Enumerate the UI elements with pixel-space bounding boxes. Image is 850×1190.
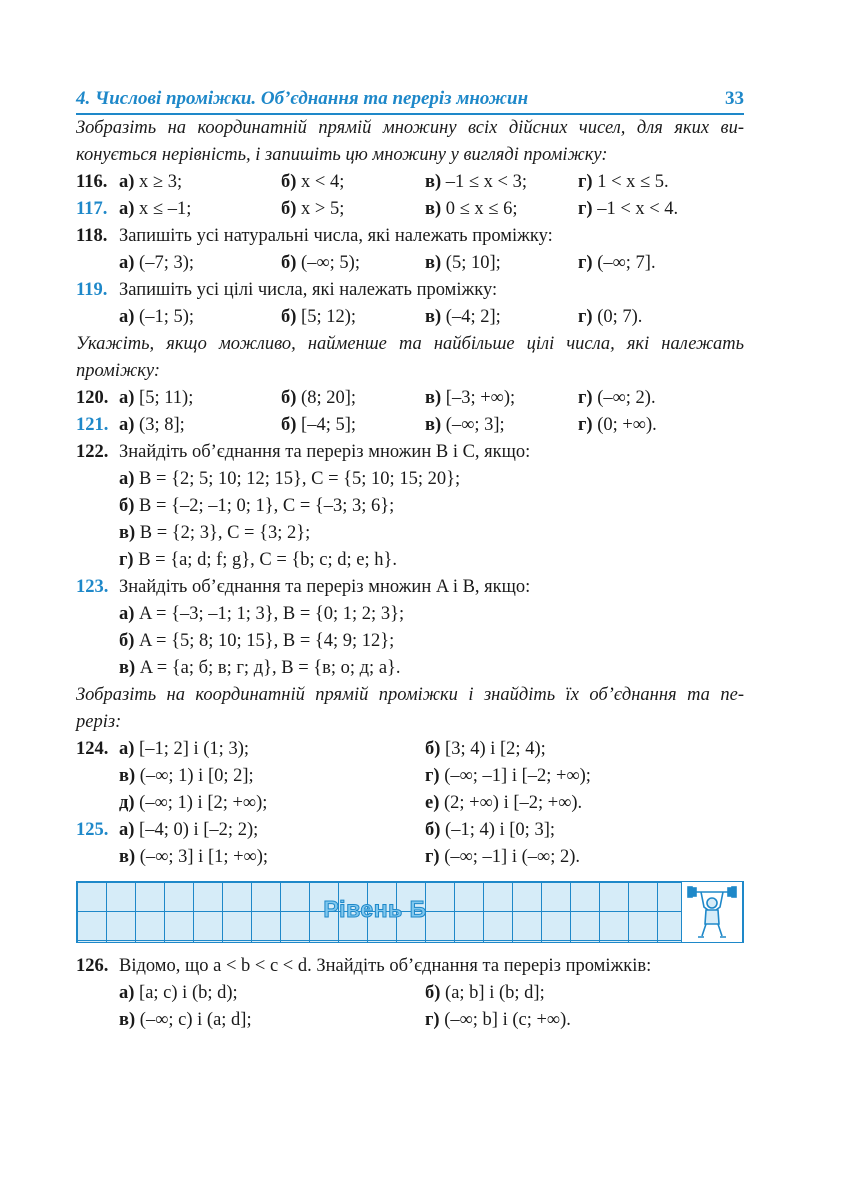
- problem-124-row: д) (–∞; 1) і [2; +∞); е) (2; +∞) і [–2; +∞).: [119, 793, 583, 813]
- option-b: б) (–∞; 5);: [281, 253, 360, 273]
- problem-125: 125. а) [–4; 0) і [–2; 2); б) (–1; 4) і [0; 3];: [76, 817, 744, 844]
- problem-number: 122.: [76, 442, 109, 462]
- option-g: г) (–∞; 2).: [578, 388, 656, 408]
- problem-116: [76, 169, 744, 196]
- instruction-line: проміжку:: [76, 361, 160, 381]
- problem-126-row: в) (–∞; c) і (a; d]; г) (–∞; b] і (c; +∞).: [119, 1010, 571, 1030]
- problem-text: Знайдіть об’єднання та переріз множин B і C, якщо:: [119, 442, 531, 462]
- problem-123-item: в) A = {а; б; в; г; д}, B = {в; о; д; а}.: [119, 658, 401, 678]
- problem-text: Запишіть усі натуральні числа, які належать проміжку:: [119, 226, 553, 246]
- problem-text: Запишіть усі цілі числа, які належать проміжку:: [119, 280, 498, 300]
- problem-119-options: [76, 304, 744, 331]
- problem-118-options: [76, 250, 744, 277]
- problem-number: 118.: [76, 226, 108, 246]
- instruction-line: конується нерівність, і запишіть цю множину у вигляді проміжку:: [76, 145, 608, 165]
- problem-text: Відомо, що a < b < c < d. Знайдіть об’єднання та переріз проміжків:: [119, 956, 652, 976]
- problem-number: 124.: [76, 739, 109, 759]
- problem-118: [76, 223, 744, 250]
- instruction-line: Зобразіть на координатній прямій проміжки і знайдіть їх об’єднання та пе-: [76, 685, 744, 705]
- problem-126: [76, 953, 744, 980]
- level-title: Рівень Б: [323, 896, 427, 922]
- option-a: а) (3; 8];: [119, 415, 185, 435]
- problem-number: 123.: [76, 577, 109, 597]
- option-b: б) [–4; 5];: [281, 415, 357, 435]
- problem-number: 119.: [76, 280, 108, 300]
- option-b: б) x > 5;: [281, 199, 345, 219]
- problem-122-item: в) B = {2; 3}, C = {3; 2};: [119, 523, 311, 543]
- option-v: в) (–4; 2];: [425, 307, 501, 327]
- problem-122-item: г) B = {a; d; f; g}, C = {b; c; d; e; h}.: [119, 550, 398, 570]
- problem-124: 124. а) [–1; 2] і (1; 3); б) [3; 4) і [2; 4);: [76, 736, 744, 763]
- page-number: 33: [725, 88, 744, 109]
- option-b: б) (8; 20];: [281, 388, 357, 408]
- problem-126-row: а) [a; c) і (b; d); б) (a; b] і (b; d];: [119, 983, 545, 1003]
- problem-125-row: в) (–∞; 3] і [1; +∞); г) (–∞; –1] і (–∞; 2).: [119, 847, 581, 867]
- problem-number: 120.: [76, 388, 109, 408]
- problem-123: [76, 574, 744, 601]
- option-b: б) x < 4;: [281, 172, 345, 192]
- problem-number: 126.: [76, 956, 109, 976]
- problem-122: [76, 439, 744, 466]
- problem-number: 125.: [76, 820, 109, 840]
- problem-number: 116.: [76, 172, 108, 192]
- problem-122-item: б) B = {–2; –1; 0; 1}, C = {–3; 3; 6};: [119, 496, 395, 516]
- option-v: в) (–∞; 3];: [425, 415, 505, 435]
- option-v: в) [–3; +∞);: [425, 388, 516, 408]
- option-a: а) x ≥ 3;: [119, 172, 183, 192]
- weightlifter-icon: [681, 881, 743, 943]
- option-b: б) [5; 12);: [281, 307, 357, 327]
- problem-122-item: а) B = {2; 5; 10; 12; 15}, C = {5; 10; 15; 20};: [119, 469, 461, 489]
- problem-121: [76, 412, 744, 439]
- problem-117: [76, 196, 744, 223]
- problem-text: Знайдіть об’єднання та переріз множин A і B, якщо:: [119, 577, 531, 597]
- page-header: [76, 86, 744, 115]
- instruction-line: Зобразіть на координатній прямій множину всіх дійсних чисел, для яких ви-: [76, 118, 744, 138]
- problem-number: 121.: [76, 415, 109, 435]
- problem-123-item: б) A = {5; 8; 10; 15}, B = {4; 9; 12};: [119, 631, 395, 651]
- option-v: в) (5; 10];: [425, 253, 501, 273]
- option-a: а) (–1; 5);: [119, 307, 195, 327]
- instruction-line: Укажіть, якщо можливо, найменше та найбільше цілі числа, які належать: [76, 334, 744, 354]
- instruction-line: реріз:: [76, 712, 122, 732]
- option-a: а) x ≤ –1;: [119, 199, 192, 219]
- option-g: г) (0; 7).: [578, 307, 643, 327]
- problem-123-item: а) A = {–3; –1; 1; 3}, B = {0; 1; 2; 3};: [119, 604, 405, 624]
- option-v: в) 0 ≤ x ≤ 6;: [425, 199, 518, 219]
- chapter-title: 4. Числові проміжки. Об’єднання та переріз множин: [76, 88, 529, 109]
- problem-number: 117.: [76, 199, 108, 219]
- option-a: а) (–7; 3);: [119, 253, 195, 273]
- textbook-page: [76, 86, 744, 1034]
- option-g: г) (0; +∞).: [578, 415, 657, 435]
- level-band: [76, 881, 744, 943]
- problem-124-row: в) (–∞; 1) і [0; 2]; г) (–∞; –1] і [–2; +∞);: [119, 766, 591, 786]
- problem-119: [76, 277, 744, 304]
- option-a: а) [5; 11);: [119, 388, 194, 408]
- problem-120: [76, 385, 744, 412]
- option-g: г) 1 < x ≤ 5.: [578, 172, 669, 192]
- option-v: в) –1 ≤ x < 3;: [425, 172, 528, 192]
- option-g: г) –1 < x < 4.: [578, 199, 679, 219]
- option-g: г) (–∞; 7].: [578, 253, 656, 273]
